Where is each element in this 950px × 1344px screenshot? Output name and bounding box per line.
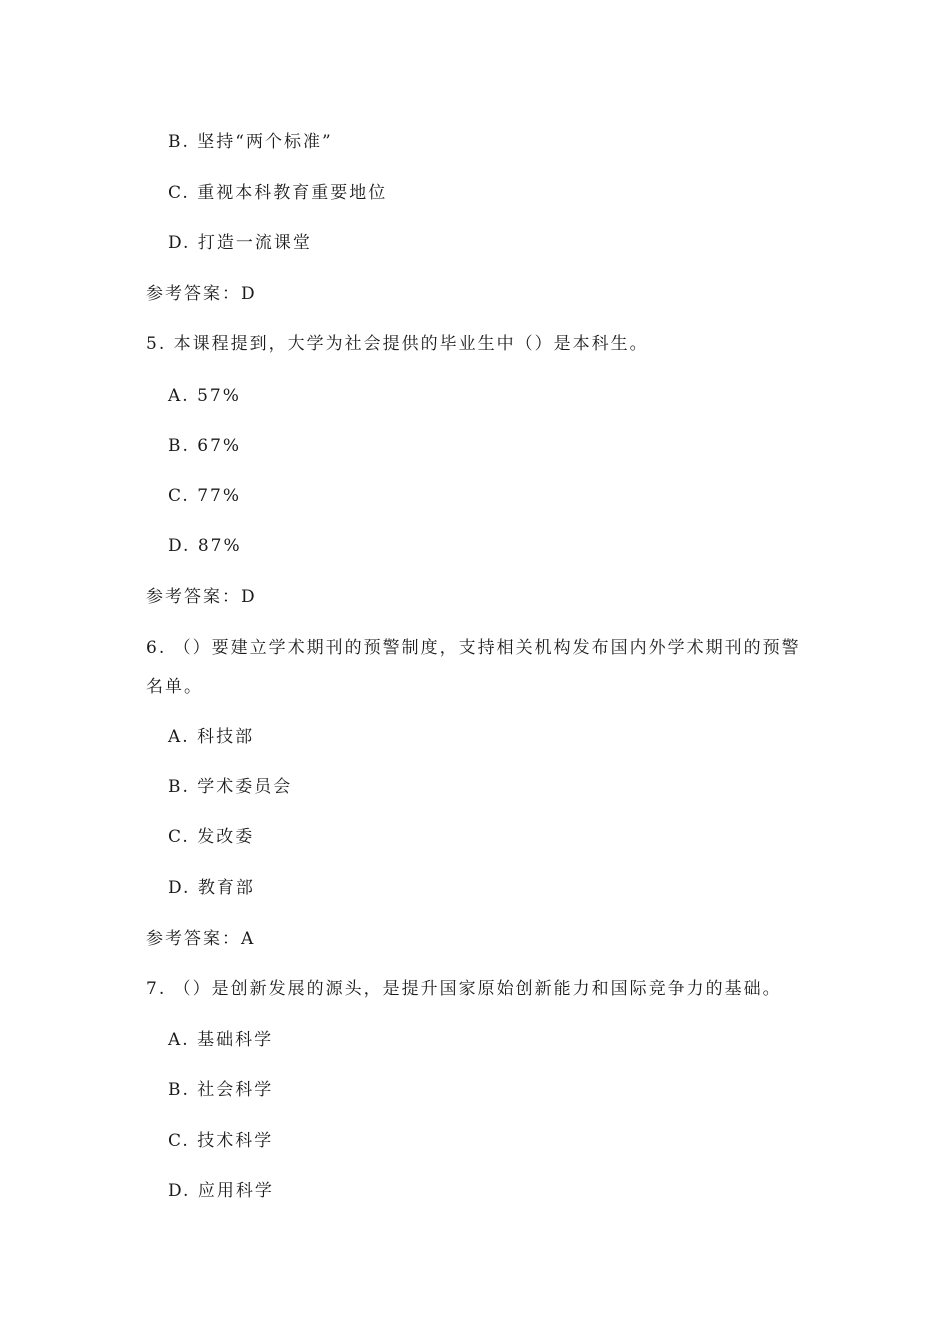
question-6-option-a: A. 科技部 (168, 727, 255, 747)
question-5-option-b: B. 67% (168, 436, 242, 456)
option-d: D. 打造一流课堂 (168, 233, 312, 253)
question-7-option-c: C. 技术科学 (168, 1131, 274, 1151)
question-6-stem-line2: 名单。 (146, 677, 203, 697)
question-7-stem: 7. （）是创新发展的源头，是提升国家原始创新能力和国际竞争力的基础。 (146, 979, 782, 999)
question-6-answer: 参考答案：A (146, 929, 256, 949)
option-c: C. 重视本科教育重要地位 (168, 183, 388, 203)
reference-answer: 参考答案：D (146, 284, 257, 304)
question-5-answer: 参考答案：D (146, 587, 257, 607)
question-6-option-b: B. 学术委员会 (168, 777, 293, 797)
question-5-stem: 5. 本课程提到，大学为社会提供的毕业生中（）是本科生。 (146, 334, 649, 354)
question-6-stem-line1: 6. （）要建立学术期刊的预警制度，支持相关机构发布国内外学术期刊的预警 (146, 638, 801, 658)
question-6-option-c: C. 发改委 (168, 827, 255, 847)
question-5-option-c: C. 77% (168, 486, 241, 506)
question-7-option-d: D. 应用科学 (168, 1181, 274, 1201)
question-5-option-d: D. 87% (168, 536, 242, 556)
question-5-option-a: A. 57% (168, 386, 241, 406)
option-b: B. 坚持“两个标准” (168, 132, 333, 152)
question-7-option-a: A. 基础科学 (168, 1030, 274, 1050)
question-6-option-d: D. 教育部 (168, 878, 255, 898)
question-7-option-b: B. 社会科学 (168, 1080, 274, 1100)
